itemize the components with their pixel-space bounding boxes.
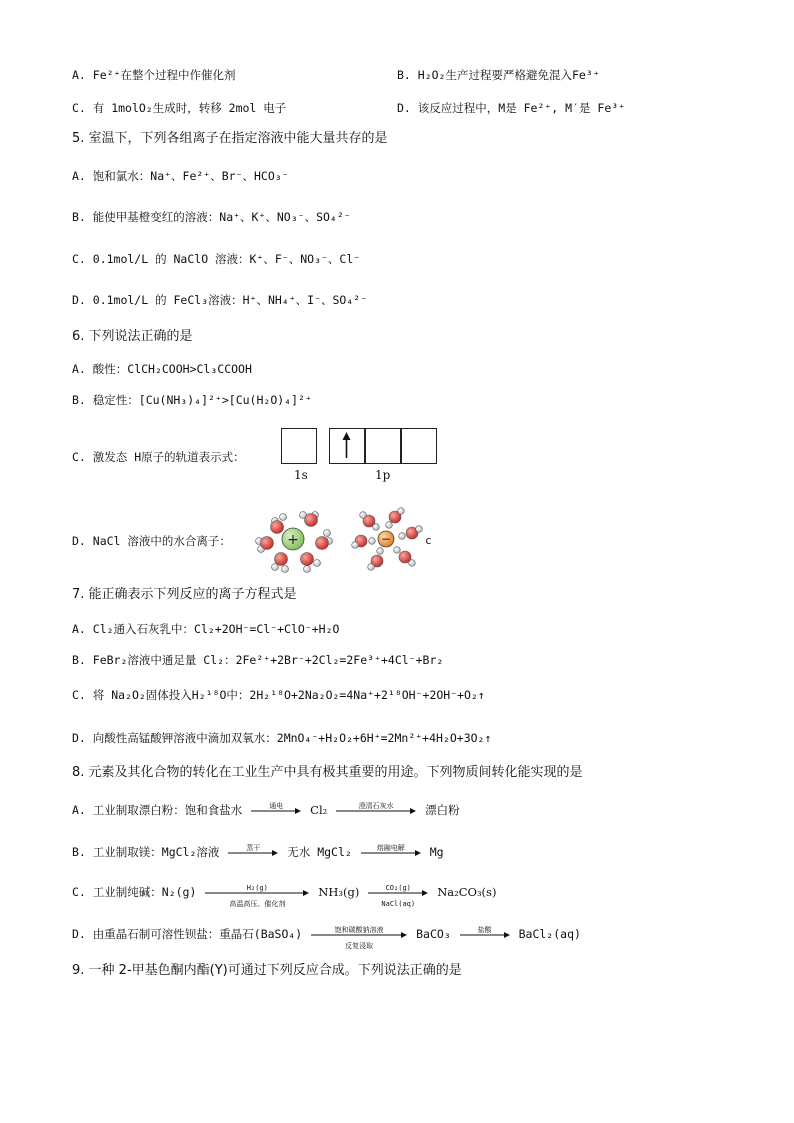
q7-option-b: B. FeBr₂溶液中通足量 Cl₂：2Fe²⁺+2Br⁻+2Cl₂=2Fe³⁺+4Cl⁻+Br₂ (72, 653, 444, 667)
reaction-arrow (336, 801, 416, 815)
arrow-condition-bottom: NaCl(aq) (381, 899, 416, 908)
orbital-box-1s (281, 428, 317, 464)
q8-b-prefix: B. 工业制取镁：MgCl₂溶液 (72, 845, 220, 859)
q7-option-a: A. Cl₂通入石灰乳中：Cl₂+2OH⁻=Cl⁻+ClO⁻+H₂O (72, 622, 340, 636)
q6-option-b: B. 稳定性：[Cu(NH₃)₄]²⁺>[Cu(H₂O)₄]²⁺ (72, 393, 312, 407)
sodium-hydrated-ion-icon (256, 512, 333, 573)
q6-option-d: D. NaCl 溶液中的水合离子： (72, 534, 231, 548)
q5-option-d: D. 0.1mol/L 的 FeCl₃溶液：H⁺、NH₄⁺、I⁻、SO₄²⁻ (72, 293, 368, 307)
cation-plus-sign: + (287, 532, 299, 548)
q8-b-end: Mg (429, 845, 444, 859)
orbital-label-1s: 1s (294, 468, 308, 482)
q4-option-b: B. H₂O₂生产过程要严格避免混入Fe³⁺ (397, 68, 600, 82)
arrow-condition-bottom: 高温高压、催化剂 (229, 899, 286, 908)
q4-option-a: A. Fe²⁺在整个过程中作催化剂 (72, 68, 236, 82)
arrow-condition: 蒸干 (246, 843, 261, 852)
q7-option-d: D. 向酸性高锰酸钾溶液中滴加双氧水：2MnO₄⁻+H₂O₂+6H⁺=2Mn²⁺+4H₂O+3O₂↑ (72, 731, 492, 745)
q8-d-end: BaCl₂(aq) (518, 927, 581, 941)
reaction-arrow (361, 843, 421, 857)
arrow-condition: 通电 (269, 801, 284, 810)
q5-option-b: B. 能使甲基橙变红的溶液：Na⁺、K⁺、NO₃⁻、SO₄²⁻ (72, 210, 351, 224)
q9-stem: 9. 一种 2-甲基色酮内酯(Y)可通过下列反应合成。下列说法正确的是 (72, 963, 462, 978)
q5-stem: 5. 室温下，下列各组离子在指定溶液中能大量共存的是 (72, 131, 388, 146)
hydrated-ions-illustration (255, 503, 445, 575)
q8-d-prefix: D. 由重晶石制可溶性钡盐：重晶石(BaSO₄) (72, 927, 303, 941)
reaction-arrow (228, 843, 278, 857)
reaction-arrow (311, 925, 407, 950)
anion-minus-sign: − (380, 532, 392, 546)
orbital-label-1p: 1p (375, 468, 391, 482)
up-spin-arrow-icon (330, 429, 363, 462)
q8-stem: 8. 元素及其化合物的转化在工业生产中具有极其重要的用途。下列物质间转化能实现的是 (72, 765, 583, 780)
orbital-box-1p-3 (401, 428, 437, 464)
orbital-box-1p-1 (329, 428, 365, 464)
reaction-arrow (368, 883, 428, 908)
reaction-arrow (205, 883, 309, 908)
q8-d-mid: BaCO₃ (416, 927, 451, 941)
q6-option-c: C. 激发态 H原子的轨道表示式： (72, 450, 245, 464)
arrow-condition-top: 饱和碳酸钠溶液 (334, 925, 384, 934)
orbital-box-1p-2 (365, 428, 401, 464)
q8-option-a (72, 801, 460, 819)
q8-option-b (72, 843, 444, 861)
q8-a-prefix: A. 工业制取漂白粉：饱和食盐水 (72, 803, 243, 817)
arrow-condition-top: H₂(g) (246, 883, 268, 892)
q5-option-c: C. 0.1mol/L 的 NaClO 溶液：K⁺、F⁻、NO₃⁻、Cl⁻ (72, 252, 361, 266)
q8-option-c (72, 883, 497, 908)
q8-c-mid: NH₃(g) (318, 885, 360, 899)
q7-stem: 7. 能正确表示下列反应的离子方程式是 (72, 587, 297, 602)
reaction-arrow (251, 801, 301, 815)
q5-option-a: A. 饱和氯水：Na⁺、Fe²⁺、Br⁻、HCO₃⁻ (72, 169, 289, 183)
q8-b-mid: 无水 MgCl₂ (287, 845, 352, 859)
arrow-condition-top: CO₂(g) (385, 883, 411, 892)
chloride-hydrated-ion-icon (352, 508, 423, 571)
q8-c-end: Na₂CO₃(s) (437, 885, 497, 899)
q8-option-d (72, 925, 581, 950)
q4-option-c: C. 有 1molO₂生成时，转移 2mol 电子 (72, 101, 287, 115)
q7-option-c: C. 将 Na₂O₂固体投入H₂¹⁸O中：2H₂¹⁸O+2Na₂O₂=4Na⁺+2¹⁸OH⁻+2OH⁻+O₂↑ (72, 688, 485, 702)
q8-a-mid: Cl₂ (310, 803, 328, 817)
arrow-condition: 澄清石灰水 (358, 801, 394, 810)
arrow-condition: 熔融电解 (376, 843, 405, 852)
q6-option-a: A. 酸性：ClCH₂COOH>Cl₃CCOOH (72, 362, 252, 376)
q6-stem: 6. 下列说法正确的是 (72, 329, 193, 344)
q8-c-prefix: C. 工业制纯碱：N₂(g) (72, 885, 197, 899)
reaction-arrow (460, 925, 510, 939)
q8-a-end: 漂白粉 (425, 803, 460, 817)
arrow-condition: 盐酸 (477, 925, 492, 934)
figure-letter-c: c (425, 534, 432, 547)
arrow-condition-bottom: 反复浸取 (345, 941, 374, 950)
q4-option-d: D. 该反应过程中，M是 Fe²⁺, M′是 Fe³⁺ (397, 101, 626, 115)
